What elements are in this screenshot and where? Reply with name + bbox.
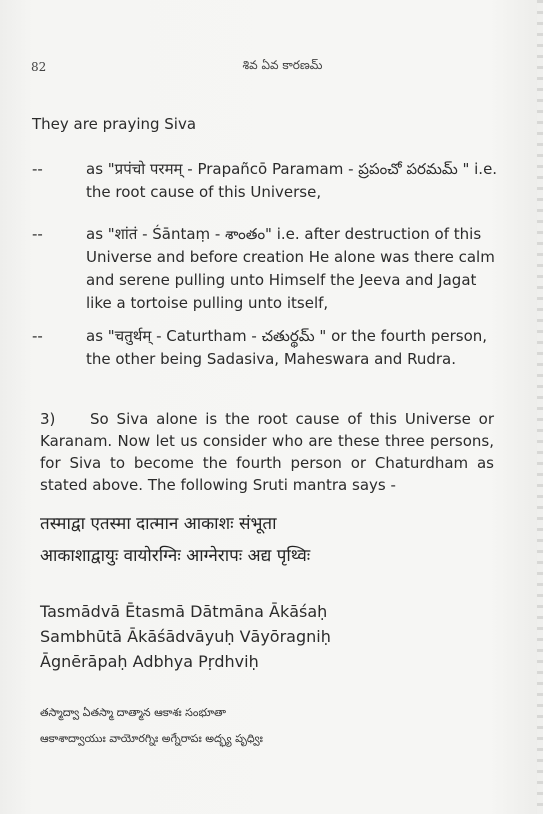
page-edge	[537, 0, 543, 814]
list-item-text: as "शांतं - Śāntaṃ - శాంతం" i.e. after destruction of this Universe and before creation He alone was there calm and serene pulling unto Himself the Jeeva and Jagat like a tortoise pulling unto itself,	[86, 225, 495, 312]
list-item-text: as "चतुर्थम् - Caturtham - చతుర్థమ్ " or the fourth person, the other being Sadasiva, Maheswara and Rudra.	[86, 327, 488, 368]
page-header	[0, 58, 543, 78]
intro-line: They are praying Siva	[32, 115, 197, 133]
paragraph-text: So Siva alone is the root cause of this Universe or Karanam. Now let us consider who are these three persons, for Siva to become the fourth person or Chaturdham as stated above. The following Sruti mantra says -	[40, 410, 494, 494]
transliteration-line: Āgnērāpaḥ Adbhya Pṛdhviḥ	[40, 652, 259, 671]
paragraph	[40, 408, 494, 496]
list-dash: --	[32, 225, 43, 243]
telugu-line: తస్మాద్వా ఏతస్మా దాత్మాన ఆకాశః సంభూతా	[40, 706, 227, 719]
list-item-text: as "प्रपंचो परमम् - Prapañcō Paramam - ప్రపంచో పరమమ్ " i.e. the root cause of this Universe,	[86, 160, 498, 201]
sanskrit-line: आकाशाद्वायुः वायोरग्निः आग्नेरापः अद्य पृथ्विः	[40, 546, 311, 566]
transliteration-line: Tasmādvā Ētasmā Dātmāna Ākāśaḥ	[40, 602, 328, 621]
page-number: 82	[31, 60, 47, 74]
sanskrit-line: तस्माद्वा एतस्मा दात्मान आकाशः संभूता	[40, 514, 277, 534]
list-dash: --	[32, 327, 43, 345]
transliteration-block	[40, 599, 331, 674]
telugu-line: ఆకాశాద్వాయుః వాయోరగ్నిః అగ్నేరాపః అద్భ్య పృధ్విః	[40, 732, 263, 745]
list-dash: --	[32, 160, 43, 178]
paragraph-number: 3)	[40, 410, 56, 428]
running-title	[0, 58, 543, 75]
transliteration-line: Sambhūtā Ākāśādvāyuḥ Vāyōragniḥ	[40, 627, 331, 646]
running-title-text: శివ ఏవ కారణమ్	[242, 58, 323, 72]
